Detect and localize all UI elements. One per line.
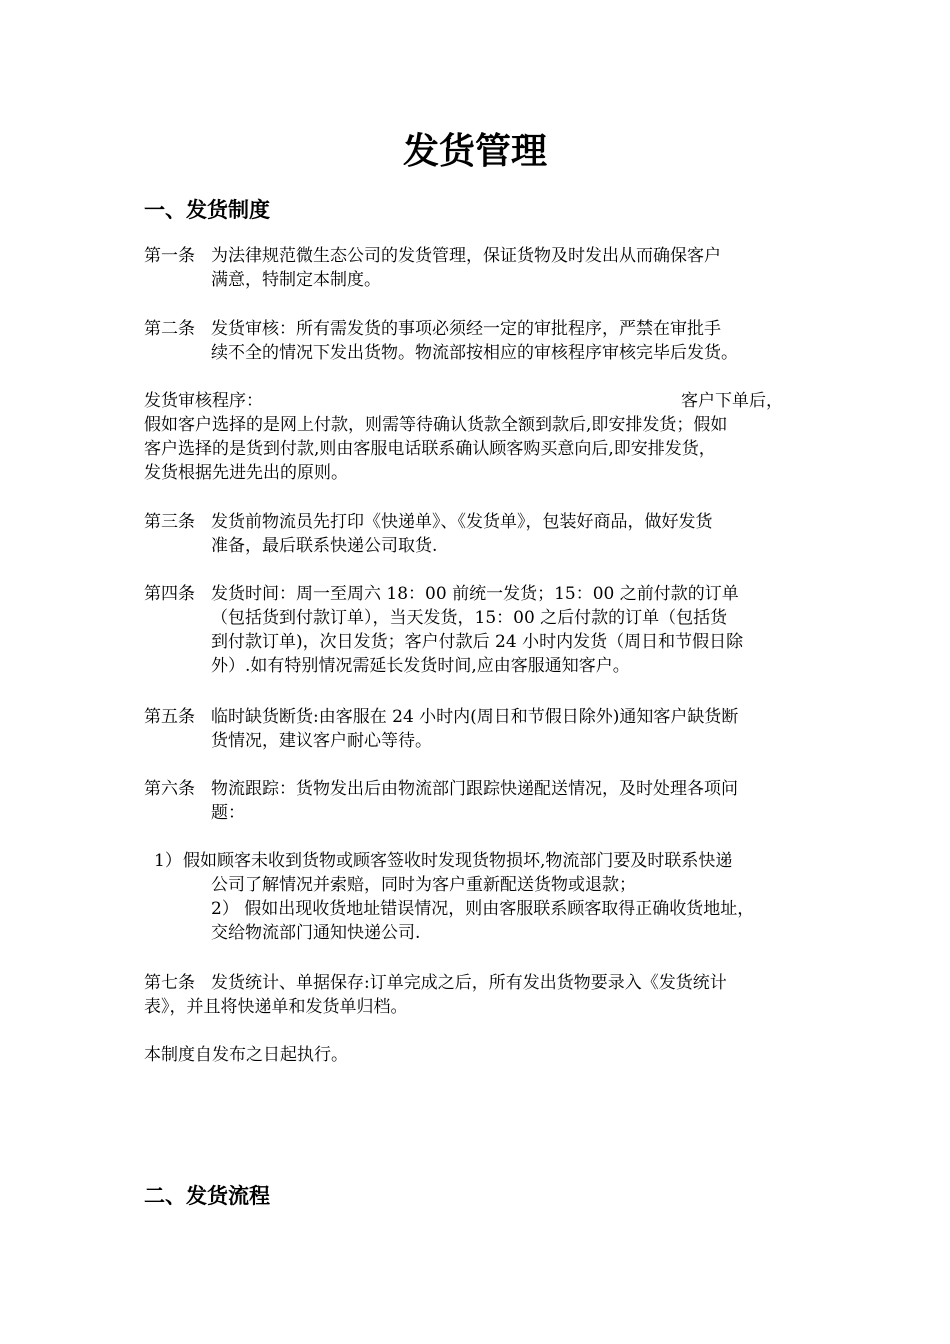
article-5-number: 第五条	[144, 707, 195, 727]
article-2-line-1	[144, 317, 824, 341]
article-1-text-1: 为法律规范微生态公司的发货管理，保证货物及时发出从而确保客户	[211, 246, 721, 266]
article-3-number: 第三条	[144, 512, 195, 532]
article-1-line-2: 满意，特制定本制度。	[211, 270, 381, 290]
article-7-number: 第七条	[144, 973, 195, 993]
audit-procedure-line-2: 假如客户选择的是网上付款，则需等待确认货款全额到款后,即安排发货；假如	[144, 415, 728, 435]
article-1-number: 第一条	[144, 246, 195, 266]
article-3-line-1	[144, 510, 824, 534]
article-6-line-1	[144, 777, 824, 801]
article-5-text-1: 临时缺货断货:由客服在 24 小时内(周日和节假日除外)通知客户缺货断	[211, 707, 739, 727]
audit-procedure-line-1	[144, 389, 784, 413]
article-4-number: 第四条	[144, 584, 195, 604]
audit-procedure-label: 发货审核程序：	[144, 391, 263, 411]
article-7-line-2: 表》，并且将快递单和发货单归档。	[144, 997, 408, 1017]
article-1-line-1	[144, 244, 824, 268]
article-5-line-1	[144, 705, 824, 729]
article-6-text-1: 物流跟踪：货物发出后由物流部门跟踪快递配送情况，及时处理各项问	[211, 779, 738, 799]
section-heading-2: 二、发货流程	[144, 1183, 270, 1208]
list-item-2-line-1: 2） 假如出现收货地址错误情况，则由客服联系顾客取得正确收货地址，	[211, 899, 755, 919]
article-5-line-2: 货情况，建议客户耐心等待。	[211, 731, 432, 751]
document-title: 发货管理	[402, 130, 547, 172]
article-4	[144, 582, 824, 678]
article-6-line-2: 题：	[211, 803, 245, 823]
list-item-1-number: 1）	[154, 851, 182, 871]
list-item-1-text-1: 假如顾客未收到货物或顾客签收时发现货物损坏,物流部门要及时联系快递	[183, 851, 733, 871]
article-2-text-1: 发货审核：所有需发货的事项必须经一定的审批程序，严禁在审批手	[211, 319, 721, 339]
list-item-2-line-2: 交给物流部门通知快递公司.	[211, 923, 421, 943]
article-2	[144, 317, 824, 365]
article-3-line-2: 准备，最后联系快递公司取货.	[211, 536, 438, 556]
article-7-text-1: 发货统计、单据保存:订单完成之后，所有发出货物要录入《发货统计	[211, 973, 727, 993]
article-4-line-2: （包括货到付款订单），当天发货，15：00 之后付款的订单（包括货	[211, 608, 728, 628]
audit-procedure-line-3: 客户选择的是货到付款,则由客服电话联系确认顾客购买意向后,即安排发货，	[144, 439, 716, 459]
list-item-1-line-2: 公司了解情况并索赔，同时为客户重新配送货物或退款；	[211, 875, 636, 895]
article-6-number: 第六条	[144, 779, 195, 799]
article-1	[144, 244, 824, 292]
article-3	[144, 510, 824, 558]
article-5	[144, 705, 824, 753]
article-7	[144, 971, 824, 1019]
article-2-line-2: 续不全的情况下发出货物。物流部按相应的审核程序审核完毕后发货。	[211, 343, 738, 363]
article-6	[144, 777, 824, 825]
list-item-1-line-1	[144, 849, 834, 873]
article-4-line-1	[144, 582, 824, 606]
article-3-text-1: 发货前物流员先打印《快递单》、《发货单》，包装好商品，做好发货	[211, 512, 713, 532]
article-2-number: 第二条	[144, 319, 195, 339]
article-4-text-1: 发货时间：周一至周六 18：00 前统一发货；15：00 之前付款的订单	[211, 584, 739, 604]
section-heading-1: 一、发货制度	[144, 197, 270, 222]
article-4-line-4: 外）.如有特别情况需延长发货时间,应由客服通知客户。	[211, 656, 630, 676]
closing-statement: 本制度自发布之日起执行。	[144, 1045, 348, 1065]
tracking-list	[144, 849, 834, 945]
article-7-line-1	[144, 971, 824, 995]
audit-procedure-order-text: 客户下单后，	[681, 391, 783, 411]
audit-procedure	[144, 389, 824, 485]
article-4-line-3: 到付款订单)，次日发货；客户付款后 24 小时内发货（周日和节假日除	[211, 632, 744, 652]
audit-procedure-line-4: 发货根据先进先出的原则。	[144, 463, 348, 483]
